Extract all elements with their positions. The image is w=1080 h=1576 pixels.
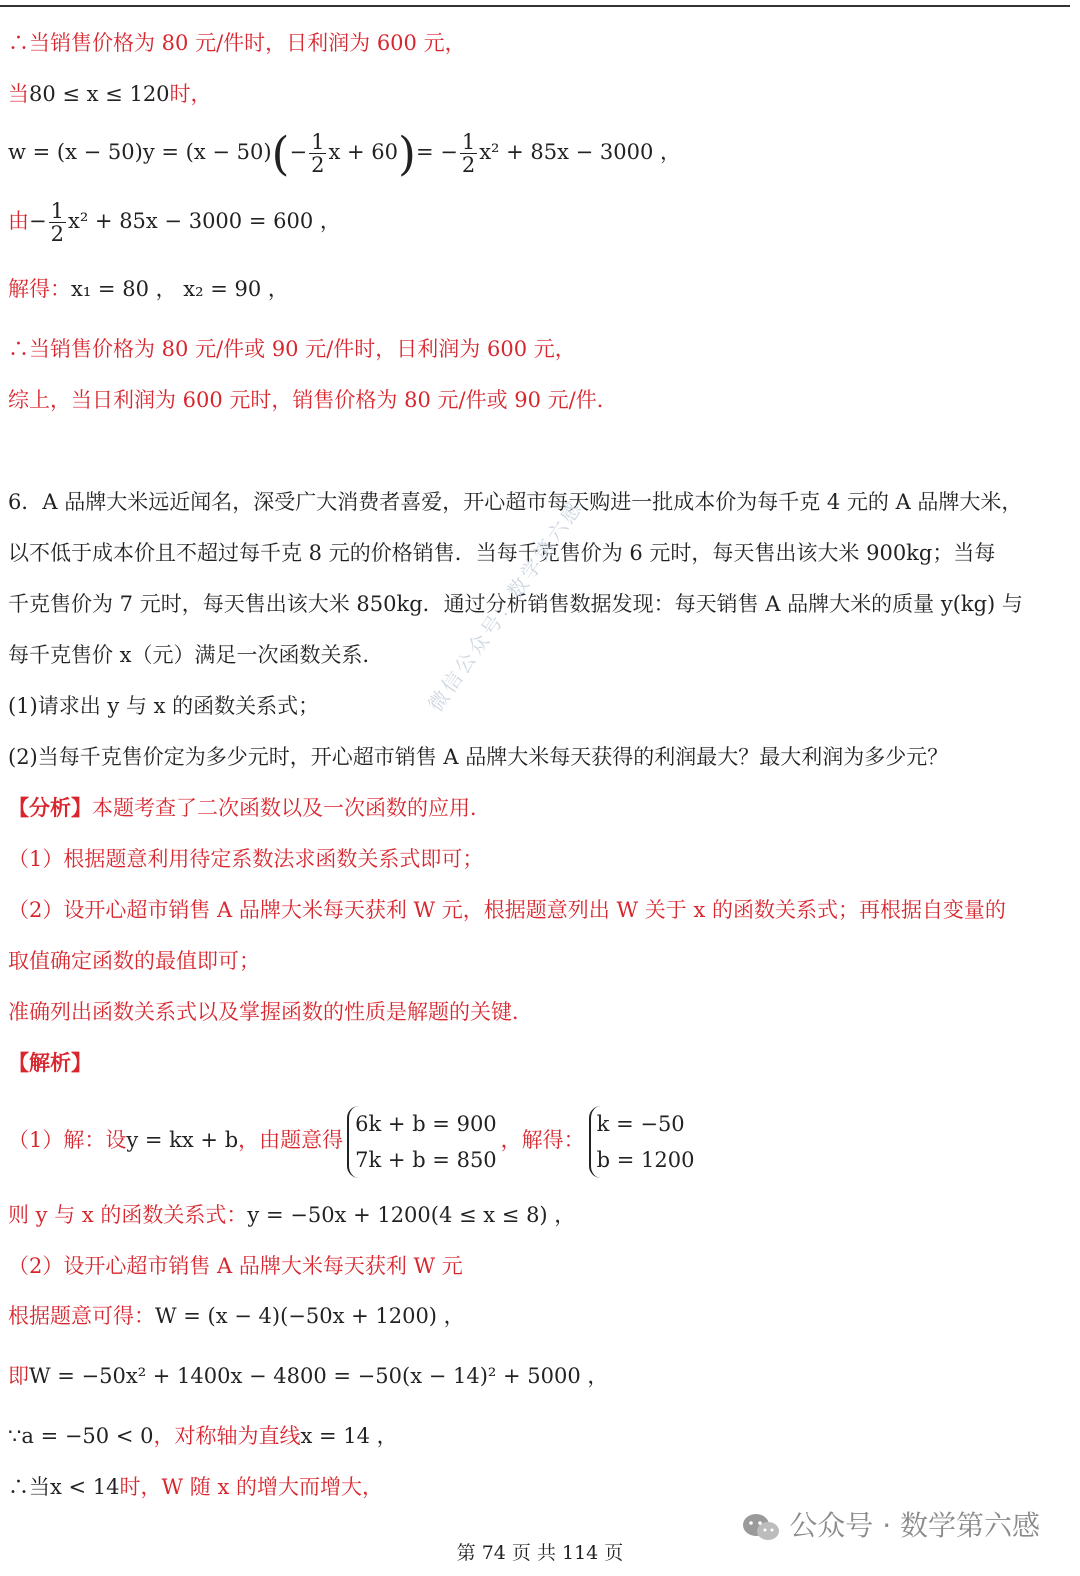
brand-text: 公众号 · 数学第六感: [789, 1509, 1040, 1542]
question-line: 千克售价为 7 元时，每天售出该大米 850kg．通过分析销售数据发现：每天销售 A 品牌大米的质量 y(kg) 与: [8, 592, 1023, 616]
question-line: 每千克售价 x（元）满足一次函数关系．: [8, 643, 384, 667]
fraction: $\frac{1}{2}$: [311, 130, 325, 177]
solution-heading: 【解析】: [8, 1050, 92, 1075]
equation-system: 6k + b = 900 7k + b = 850: [347, 1106, 497, 1178]
text-line: 综上，当日利润为 600 元时，销售价格为 80 元/件或 90 元/件．: [8, 388, 618, 412]
text-line: ∴当销售价格为 80 元/件或 90 元/件时，日利润为 600 元，: [8, 337, 576, 361]
solution-line: ∵a = −50 < 0，对称轴为直线x = 14 ，: [8, 1424, 398, 1448]
text-line: 解得：x₁ = 80 ， x₂ = 90 ，: [8, 277, 289, 301]
analysis-line: 取值确定函数的最值即可；: [8, 949, 260, 973]
solution-line: 即W = −50x² + 1400x − 4800 = −50(x − 14)² + 5000 ，: [8, 1364, 609, 1388]
page-footer: 第 74 页 共 114 页: [456, 1542, 624, 1564]
question-line: 以不低于成本价且不超过每千克 8 元的价格销售．当每千克售价为 6 元时，每天售出该大米 900kg；当每: [8, 541, 996, 565]
equation-system: k = −50 b = 1200: [589, 1106, 695, 1178]
analysis-line: 准确列出函数关系式以及掌握函数的性质是解题的关键．: [8, 1000, 533, 1024]
solution-line: （1）解：设y = kx + b，由题意得 6k + b = 900 7k + b = 850 ，解得： k = −50 b = 1200: [8, 1102, 699, 1178]
fraction: $\frac{1}{2}$: [50, 199, 64, 246]
equation-line: w = (x − 50)y = (x − 50)(− $\frac{1}{2}$ x + 60)= − $\frac{1}{2}$ x² + 85x − 3000 ，: [8, 126, 682, 181]
text-line: ∴当销售价格为 80 元/件时，日利润为 600 元，: [8, 31, 466, 55]
question-line: (1)请求出 y 与 x 的函数关系式；: [8, 694, 320, 718]
solution-line: ∴当x < 14时，W 随 x 的增大而增大，: [8, 1475, 383, 1499]
solution-line: （2）设开心超市销售 A 品牌大米每天获利 W 元: [8, 1254, 463, 1278]
fraction: $\frac{1}{2}$: [461, 130, 476, 177]
equation-line: 由− $\frac{1}{2}$ x² + 85x − 3000 = 600 ，: [8, 199, 341, 246]
solution-line: 根据题意可得：W = (x − 4)(−50x + 1200) ，: [8, 1304, 465, 1328]
question-line: 6．A 品牌大米远近闻名，深受广大消费者喜爱，开心超市每天购进一批成本价为每千克 4 元的 A 品牌大米，: [8, 490, 1023, 514]
solution-line: 则 y 与 x 的函数关系式：y = −50x + 1200(4 ≤ x ≤ 8) ，: [8, 1203, 576, 1227]
analysis-line: （2）设开心超市销售 A 品牌大米每天获利 W 元，根据题意列出 W 关于 x 的函数关系式；再根据自变量的: [8, 898, 1006, 922]
top-rule: [0, 5, 1070, 7]
text-line: 当80 ≤ x ≤ 120时，: [8, 82, 212, 106]
analysis-line: （1）根据题意利用待定系数法求函数关系式即可；: [8, 847, 484, 871]
question-line: (2)当每千克售价定为多少元时，开心超市销售 A 品牌大米每天获得的利润最大？最大利润为多少元？: [8, 745, 949, 769]
watermark: 微信公众号：数学第六感: [423, 495, 589, 717]
analysis-line: 【分析】本题考查了二次函数以及一次函数的应用．: [8, 795, 491, 820]
